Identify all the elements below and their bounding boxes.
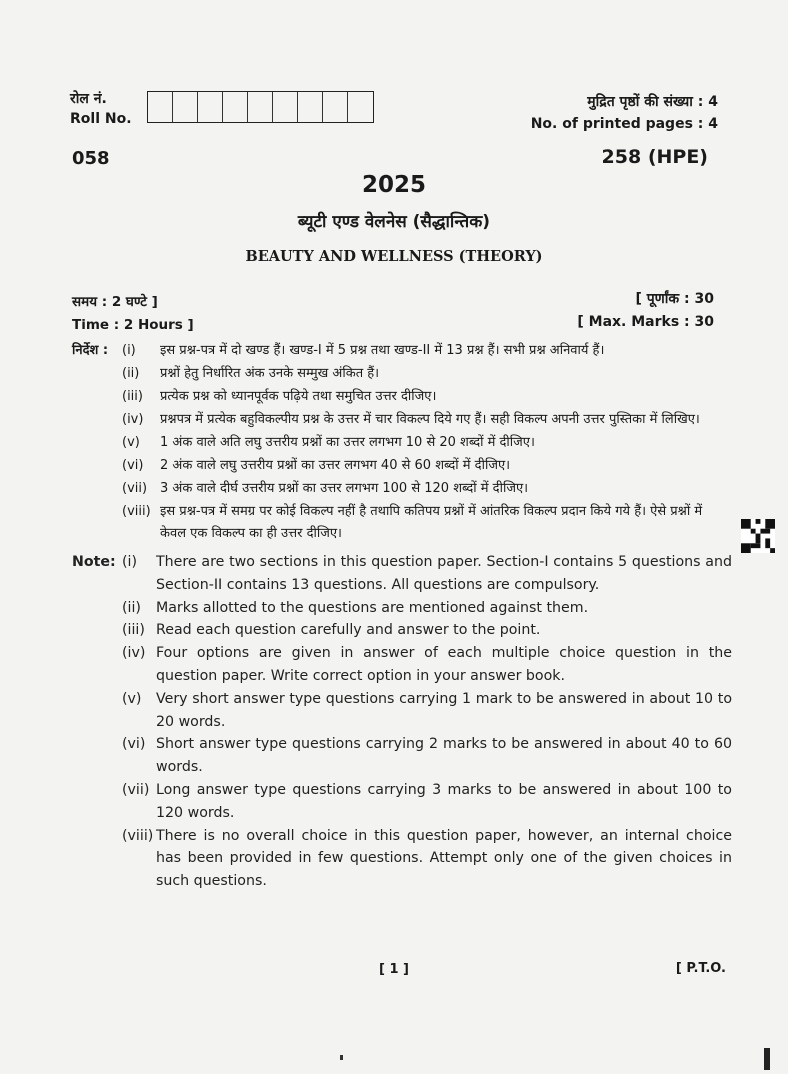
roll-number-label bbox=[70, 89, 132, 129]
instruction-item bbox=[72, 733, 732, 779]
paper-code: 058 bbox=[72, 148, 110, 169]
item-number: (vi) bbox=[122, 458, 144, 473]
item-number: (ii) bbox=[122, 599, 141, 616]
roll-digit-box[interactable] bbox=[223, 92, 248, 122]
instruction-item bbox=[72, 619, 732, 642]
roll-digit-box[interactable] bbox=[273, 92, 298, 122]
item-text: Long answer type questions carrying 3 marks to be answered in about 100 to 120 words. bbox=[156, 781, 732, 821]
instruction-item bbox=[72, 455, 732, 477]
item-text: 1 अंक वाले अति लघु उत्तरीय प्रश्नों का उत्तर लगभग 10 से 20 शब्दों में दीजिए। bbox=[160, 435, 535, 450]
instruction-item bbox=[72, 688, 732, 734]
pto-marker: [ P.T.O. bbox=[675, 961, 726, 976]
item-number: (i) bbox=[122, 554, 138, 570]
item-number: (viii) bbox=[122, 827, 154, 844]
time-hindi: समय : 2 घण्टे ] bbox=[72, 294, 158, 310]
item-number: (vii) bbox=[122, 781, 150, 798]
roll-digit-box[interactable] bbox=[323, 92, 348, 122]
instructions bbox=[72, 340, 732, 893]
item-number: (iv) bbox=[122, 645, 146, 662]
instruction-item bbox=[72, 597, 732, 620]
item-number: (vii) bbox=[122, 481, 148, 496]
roll-digit-box[interactable] bbox=[248, 92, 273, 122]
note-label: Note: bbox=[72, 554, 116, 570]
instruction-item bbox=[72, 642, 732, 688]
item-number: (viii) bbox=[122, 504, 151, 519]
item-number: (v) bbox=[122, 435, 140, 450]
subject-code: 258 (HPE) bbox=[601, 146, 708, 168]
printed-pages-english: No. of printed pages : 4 bbox=[530, 116, 718, 132]
instruction-item bbox=[72, 551, 732, 597]
item-number: (ii) bbox=[122, 366, 140, 381]
item-text: इस प्रश्न-पत्र में समग्र पर कोई विकल्प नहीं है तथापि कतिपय प्रश्नों में आंतरिक विकल्प प्रदान किये गये हैं। ऐसे प्रश्नों में केवल एक विकल्प का ही उत्तर दीजिए। bbox=[160, 504, 703, 541]
instruction-item bbox=[72, 363, 732, 385]
roll-number-boxes[interactable] bbox=[147, 91, 374, 123]
item-text: प्रश्नपत्र में प्रत्येक बहुविकल्पीय प्रश्न के उत्तर में चार विकल्प दिये गए हैं। सही विकल्प अपनी उत्तर पुस्तिका में लिखिए। bbox=[160, 412, 700, 427]
item-text: Four options are given in answer of each multiple choice question in the question paper. Write correct option in your answer book. bbox=[156, 645, 732, 684]
qr-code-icon bbox=[741, 519, 775, 553]
item-text: Short answer type questions carrying 2 marks to be answered in about 40 to 60 words. bbox=[156, 736, 732, 776]
item-text: Very short answer type questions carrying 1 mark to be answered in about 10 to 20 words. bbox=[156, 690, 732, 730]
item-text: Read each question carefully and answer to the point. bbox=[156, 622, 541, 639]
instructions-hindi bbox=[72, 340, 732, 545]
item-text: 2 अंक वाले लघु उत्तरीय प्रश्नों का उत्तर लगभग 40 से 60 शब्दों में दीजिए। bbox=[160, 458, 511, 473]
page-number: [ 1 ] bbox=[379, 962, 409, 977]
time-allowed bbox=[72, 291, 194, 337]
instructions-label-hindi: निर्देश : bbox=[72, 343, 109, 358]
item-text: 3 अंक वाले दीर्घ उत्तरीय प्रश्नों का उत्तर लगभग 100 से 120 शब्दों में दीजिए। bbox=[160, 481, 529, 496]
roll-digit-box[interactable] bbox=[348, 92, 373, 122]
instruction-item bbox=[72, 478, 732, 500]
roll-label-hindi: रोल नं. bbox=[70, 91, 107, 107]
instruction-item bbox=[72, 501, 732, 545]
item-number: (iv) bbox=[122, 412, 144, 427]
roll-label-english: Roll No. bbox=[70, 111, 132, 127]
roll-digit-box[interactable] bbox=[148, 92, 173, 122]
marks-english: [ Max. Marks : 30 bbox=[577, 314, 714, 330]
item-number: (i) bbox=[122, 343, 136, 358]
item-text: प्रत्येक प्रश्न को ध्यानपूर्वक पढ़िये तथा समुचित उत्तर दीजिए। bbox=[160, 389, 437, 404]
item-text: There are two sections in this question paper. Section-I contains 5 questions and Section-II contains 13 questions. All questions are compulsory. bbox=[156, 554, 732, 593]
roll-digit-box[interactable] bbox=[298, 92, 323, 122]
item-text: प्रश्नों हेतु निर्धारित अंक उनके सम्मुख अंकित हैं। bbox=[160, 366, 380, 381]
scan-edge-mark bbox=[764, 1048, 770, 1070]
item-number: (v) bbox=[122, 690, 142, 707]
instructions-english bbox=[72, 551, 732, 893]
item-number: (iii) bbox=[122, 622, 145, 639]
instruction-item bbox=[72, 340, 732, 362]
max-marks bbox=[577, 288, 714, 334]
instruction-item bbox=[72, 409, 732, 431]
printed-pages bbox=[531, 91, 718, 135]
item-text: इस प्रश्न-पत्र में दो खण्ड हैं। खण्ड-I में 5 प्रश्न तथा खण्ड-II में 13 प्रश्न हैं। सभी प्रश्न अनिवार्य हैं। bbox=[160, 343, 605, 358]
roll-digit-box[interactable] bbox=[198, 92, 223, 122]
instruction-item bbox=[72, 432, 732, 454]
title-hindi: ब्यूटी एण्ड वेलनेस (सैद्धान्तिक) bbox=[297, 212, 491, 232]
instruction-item bbox=[72, 779, 732, 825]
instruction-item bbox=[72, 825, 732, 893]
item-text: Marks allotted to the questions are mentioned against them. bbox=[156, 599, 589, 616]
title-english: BEAUTY AND WELLNESS (THEORY) bbox=[245, 248, 543, 265]
exam-year: 2025 bbox=[361, 172, 426, 198]
marks-hindi: [ पूर्णांक : 30 bbox=[635, 291, 714, 307]
scan-speck bbox=[340, 1055, 343, 1060]
item-text: There is no overall choice in this question paper, however, an internal choice has been provided in few questions. Attempt only one of the given choices in such questions. bbox=[156, 827, 732, 890]
time-english: Time : 2 Hours ] bbox=[72, 317, 194, 333]
instruction-item bbox=[72, 386, 732, 408]
roll-digit-box[interactable] bbox=[173, 92, 198, 122]
printed-pages-hindi: मुद्रित पृष्ठों की संख्या : 4 bbox=[587, 94, 718, 110]
item-number: (vi) bbox=[122, 736, 146, 753]
item-number: (iii) bbox=[122, 389, 143, 404]
